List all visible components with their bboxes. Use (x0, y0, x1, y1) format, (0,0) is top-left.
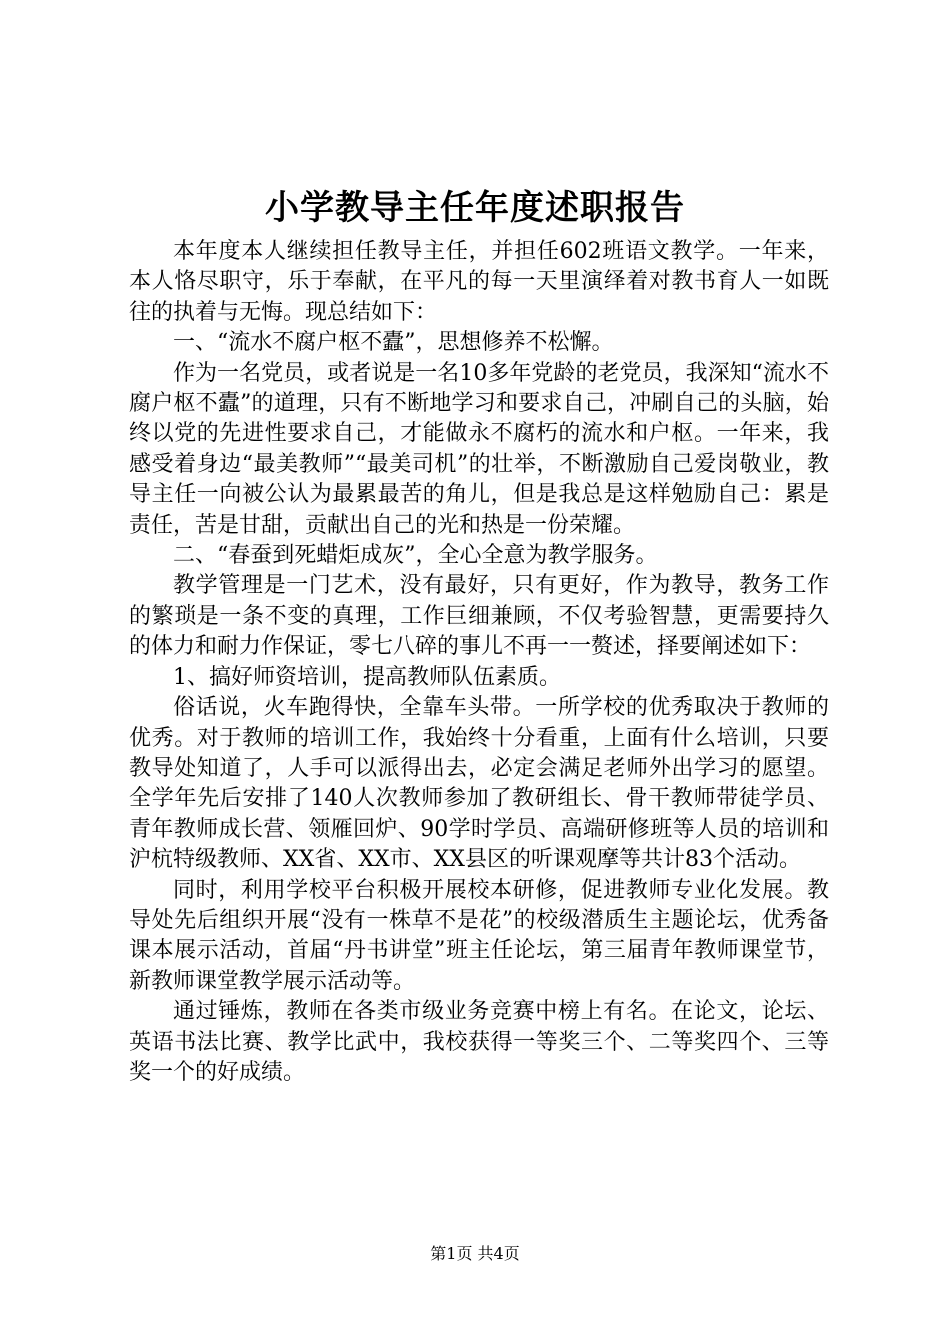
paragraph-training: 俗话说，火车跑得快，全靠车头带。一所学校的优秀取决于教师的优秀。对于教师的培训工作，我始终十分看重，上面有什么培训，只要教导处知道了，人手可以派得出去，必定会满足老师外出学习的愿望。全学年先后安排了140人次教师参加了教研组长、骨干教师带徒学员、青年教师成长营、领雁回炉、90学时学员、高端研修班等人员的培训和沪杭特级教师、XX省、XX市、XX县区的听课观摩等共计83个活动。 (129, 695, 829, 873)
paragraph-section-1: 作为一名党员，或者说是一名10多年党龄的老党员，我深知“流水不腐户枢不蠹”的道理，只有不断地学习和要求自己，冲刷自己的头脑，始终以党的先进性要求自己，才能做永不腐朽的流水和户枢。一年来，我感受着身边“最美教师”“最美司机”的壮举，不断激励自己爱岗敬业，教导主任一向被公认为最累最苦的角儿，但是我总是这样勉励自己：累是责任，苦是甘甜，贡献出自己的光和热是一份荣耀。 (129, 360, 829, 538)
paragraph-school-research: 同时，利用学校平台积极开展校本研修，促进教师专业化发展。教导处先后组织开展“没有一株草不是花”的校级潜质生主题论坛，优秀备课本展示活动，首届“丹书讲堂”班主任论坛，第三届青年教师课堂节，新教师课堂教学展示活动等。 (129, 877, 829, 994)
document-title: 小学教导主任年度述职报告 (265, 188, 685, 228)
section-heading-1: 一、“流水不腐户枢不蠹”，思想修养不松懈。 (173, 330, 614, 356)
paragraph-section-2: 教学管理是一门艺术，没有最好，只有更好，作为教导，教务工作的繁琐是一条不变的真理，工作巨细兼顾，不仅考验智慧，更需要持久的体力和耐力作保证，零七八碎的事儿不再一一赘述，择要阐述如下： (129, 573, 829, 660)
page-footer: 第1页 共4页 (430, 1244, 520, 1263)
paragraph-achievements: 通过锤炼，教师在各类市级业务竞赛中榜上有名。在论文，论坛、英语书法比赛、教学比武中，我校获得一等奖三个、二等奖四个、三等奖一个的好成绩。 (129, 999, 829, 1085)
paragraph-intro: 本年度本人继续担任教导主任，并担任602班语文教学。一年来，本人恪尽职守，乐于奉献，在平凡的每一天里演绎着对教书育人一如既往的执着与无悔。现总结如下： (129, 239, 829, 325)
document-body (129, 237, 829, 1088)
section-heading-2: 二、“春蚕到死蜡炬成灰”，全心全意为教学服务。 (173, 543, 658, 569)
subsection-heading-1: 1、搞好师资培训，提高教师队伍素质。 (173, 664, 561, 690)
